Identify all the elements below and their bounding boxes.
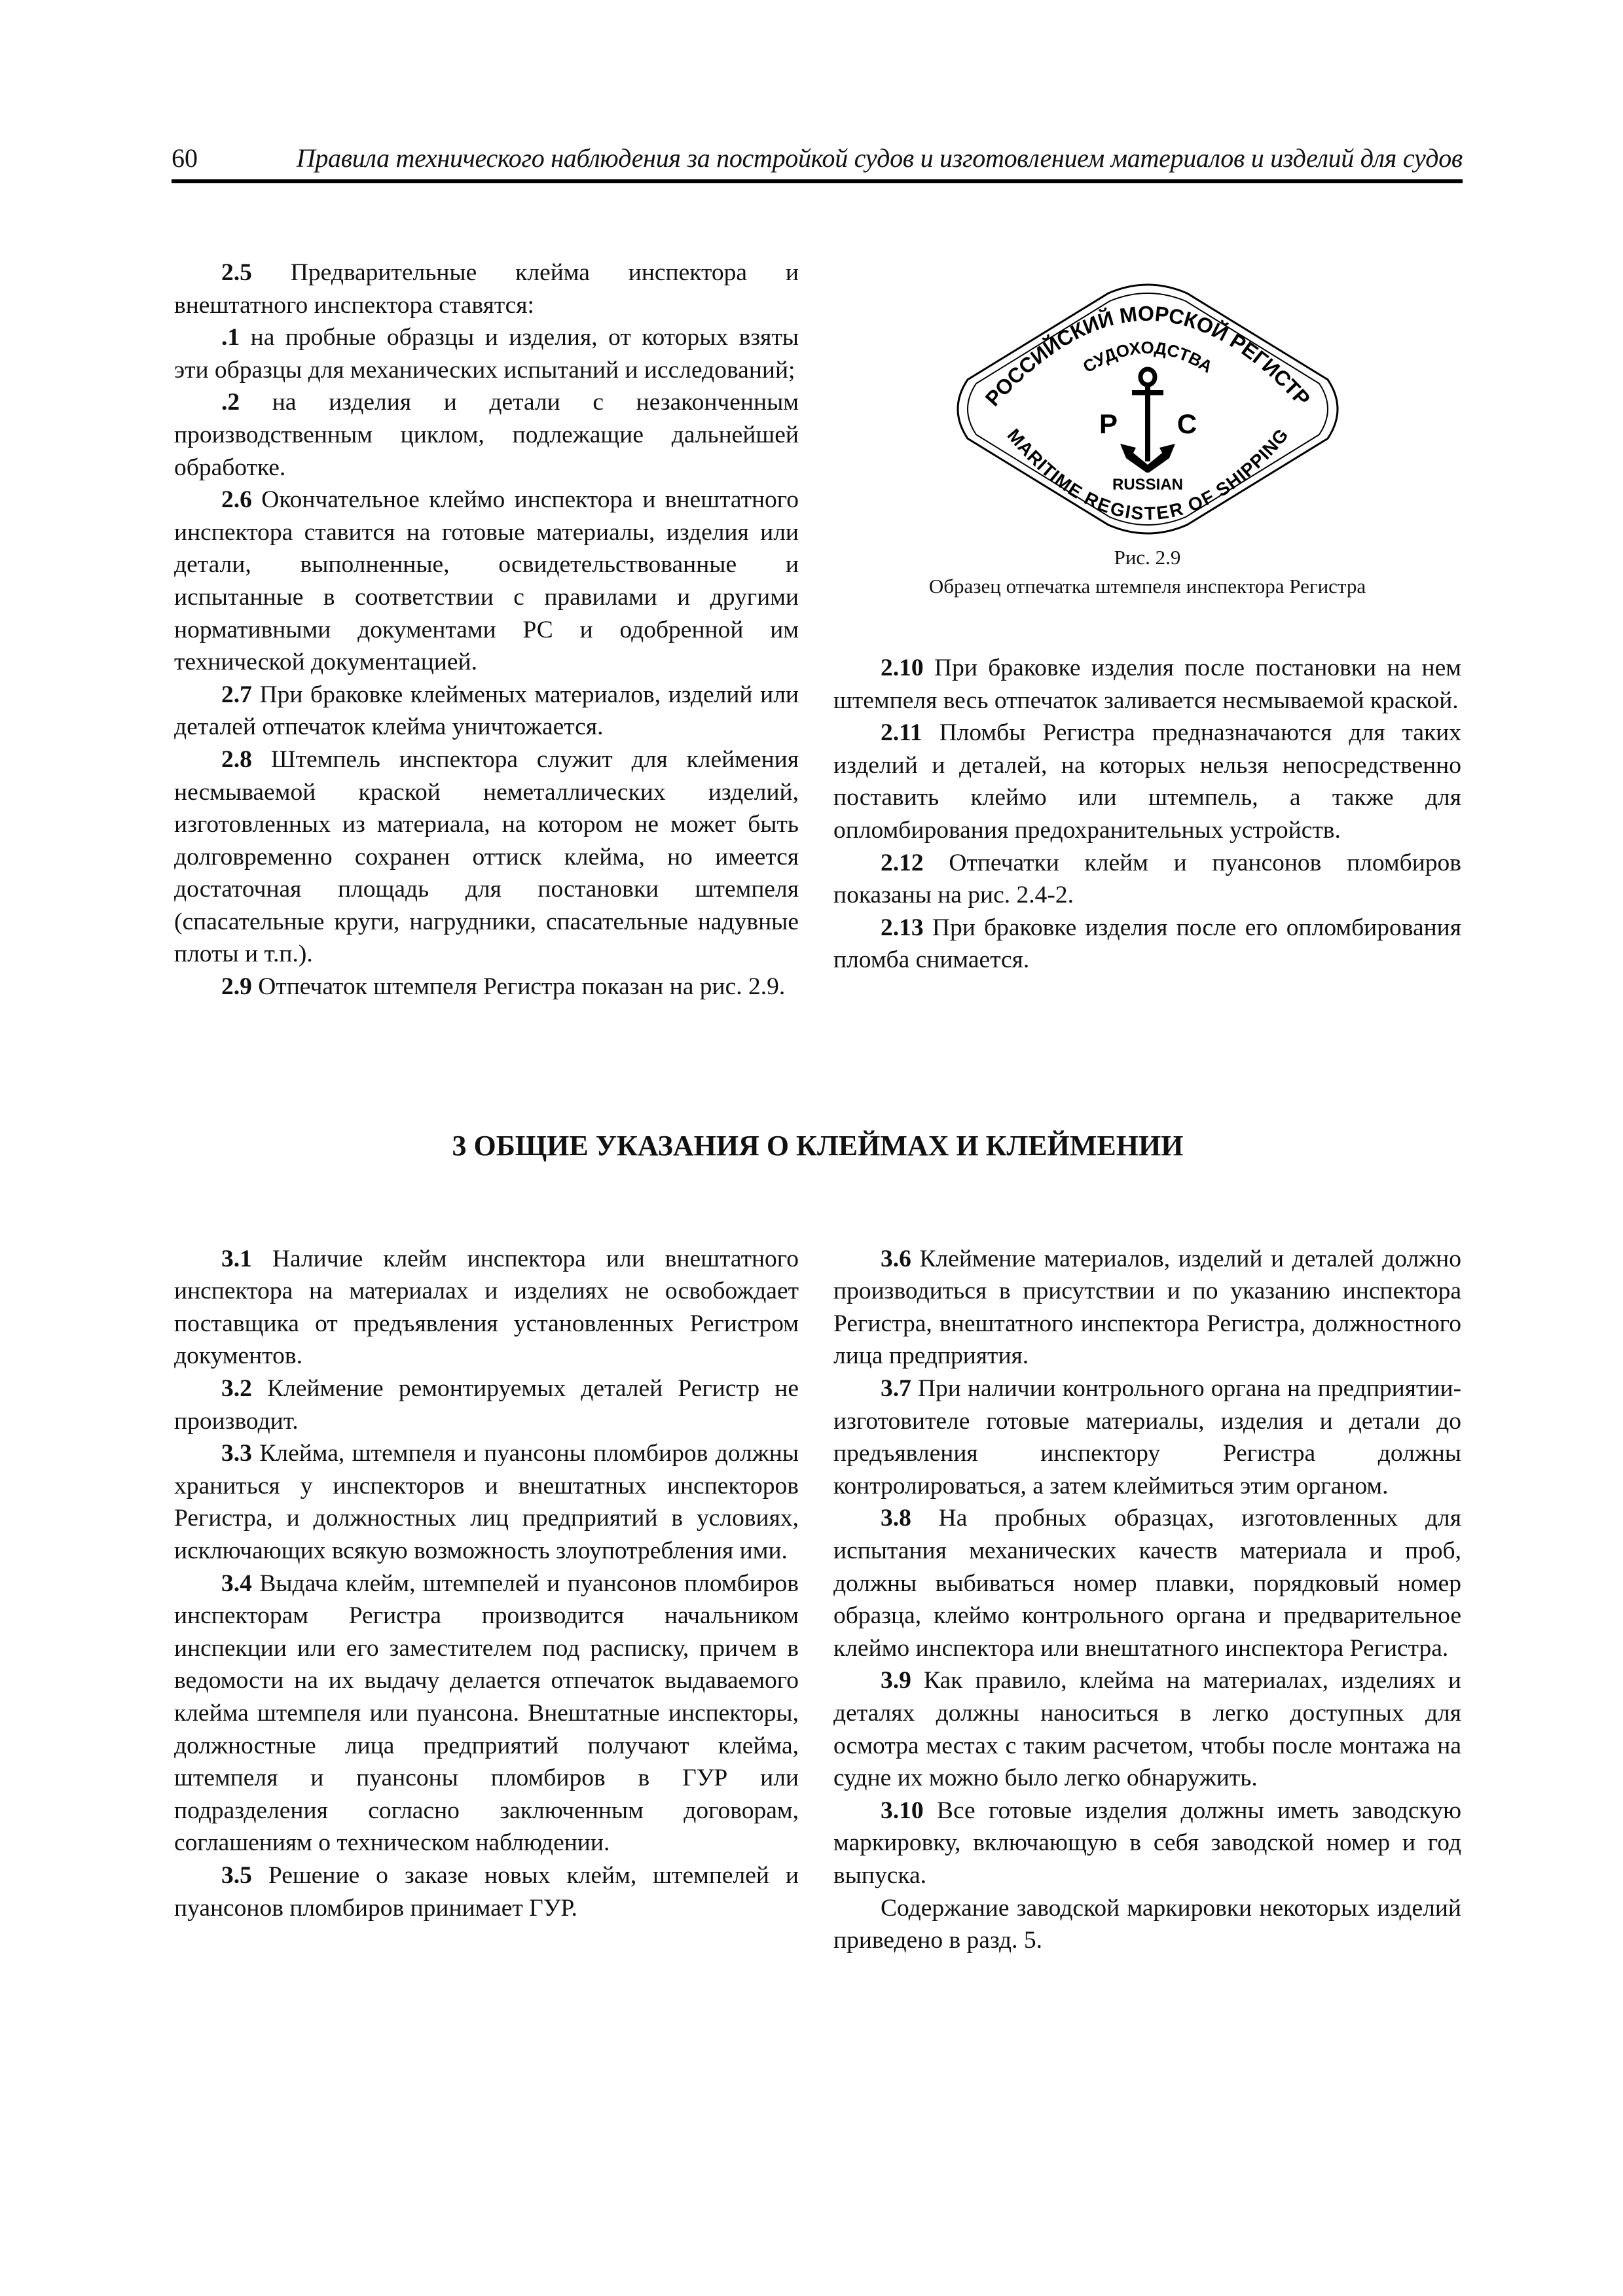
clause-number: 3.1 [221,1245,252,1272]
paragraph-text: При браковке клейменых материалов, изделий или деталей отпечаток клейма уничтожается. [174,681,799,741]
paragraph [833,1795,1461,1892]
paragraph [833,1243,1461,1372]
paragraph [174,386,799,484]
paragraph-text: На пробных образцах, изготовленных для испытания механических качеств материала и проб, должны выбиваться номер плавки, порядковый номер образца, клеймо контрольного органа и предварительное клеймо инспектора или внештатного инспектора Регистра. [833,1505,1461,1662]
clause-number: 2.8 [221,745,252,773]
paragraph [833,1664,1461,1794]
page-body [174,257,1461,1957]
clause-number: 3.8 [881,1505,911,1532]
paragraph-text: Как правило, клейма на материалах, изделиях и деталях должны наноситься в легко доступных для осмотра местах с таким расчетом, чтобы после монтажа на судне их можно было легко обнаружить. [833,1667,1461,1792]
section-2-left-column [174,257,799,1003]
stamp-letter-right: С [1176,408,1197,439]
clause-number: 2.13 [881,914,924,941]
clause-number: 2.5 [221,259,252,286]
paragraph [174,321,799,386]
paragraph-text: Предварительные клейма инспектора и внештатного инспектора ставятся: [174,259,799,319]
paragraph [174,1243,799,1372]
stamp-top-arc: РОССИЙСКИЙ МОРСКОЙ РЕГИСТР [980,301,1315,411]
clause-number: 2.7 [221,681,252,708]
clause-number: 2.9 [221,973,252,1001]
paragraph-text: Штемпель инспектора служит для клеймения несмываемой краской неметаллических изделий, изготовленных из материала, на котором не может быть долговременно сохранен оттиск клейма, но имеется достаточная площадь для постановки штемпеля (спасательные круги, нагрудники, спасательные надувные плоты и т.п.). [174,745,799,968]
paragraph [833,912,1461,977]
paragraph [174,679,799,744]
header-rule [172,179,1463,183]
running-title: Правила технического наблюдения за постройкой судов и изготовлением материалов и изделий для судов [296,143,1463,173]
figure-2-9 [833,257,1461,601]
paragraph-text: Все готовые изделия должны иметь заводскую маркировку, включающую в себя заводской номер и год выпуска. [833,1797,1461,1889]
clause-number: 3.4 [221,1570,252,1597]
paragraph-text: на пробные образцы и изделия, от которых взяты эти образцы для механических испытаний и исследований; [174,324,799,384]
section-3-left-column [174,1243,799,1924]
section-2 [174,257,1461,1003]
paragraph-text: При браковке изделия после постановки на нем штемпеля весь отпечаток заливается несмываемой краской. [833,655,1461,714]
stamp-bottom-inner: RUSSIAN [1112,476,1183,493]
clause-number: 2.12 [881,849,924,876]
section-3-right-column [833,1243,1461,1957]
paragraph [174,1437,799,1567]
clause-number: .2 [221,389,240,416]
paragraph-text: Отпечаток штемпеля Регистра показан на рис. 2.9. [251,973,786,1001]
paragraph [833,1372,1461,1502]
paragraph [174,971,799,1003]
paragraph-text: Пломбы Регистра предназначаются для таких изделий и деталей, на которых нельзя непосредственно поставить клеймо или штемпель, а также для опломбирования предохранительных устройств. [833,719,1461,844]
paragraph [833,1892,1461,1957]
figure-caption: Образец отпечатка штемпеля инспектора Регистра [928,575,1366,598]
paragraph [174,257,799,321]
paragraph-text: Клеймение материалов, изделий и деталей должно производиться в присутствии и по указанию инспектора Регистра, внештатного инспектора Регистра, должностного лица предприятия. [833,1245,1461,1370]
paragraph [174,1859,799,1924]
clause-number: 3.10 [881,1797,924,1824]
section-3 [174,1243,1461,1957]
section-2-right-column [833,257,1461,977]
page-header [172,143,1463,183]
clause-number: 3.7 [881,1375,911,1403]
clause-number: 3.9 [881,1667,911,1695]
paragraph [174,484,799,679]
paragraph [174,744,799,971]
register-stamp-image [945,281,1351,537]
paragraph-text: Наличие клейм инспектора или внештатного инспектора на материалах и изделиях не освобождает поставщика от предъявления установленных Регистром документов. [174,1245,799,1370]
paragraph-text: Содержание заводской маркировки некоторых изделий приведено в разд. 5. [833,1894,1461,1954]
stamp-top-inner: СУДОХОДСТВА [1079,337,1216,377]
clause-number: 3.5 [221,1861,252,1889]
clause-number: 2.11 [881,719,922,747]
paragraph-text: Выдача клейм, штемпелей и пуансонов пломбиров инспекторам Регистра производится начальником инспекции или его заместителем под расписку, причем в ведомости на их выдачу делается отпечаток выдаваемого клейма штемпеля или пуансона. Внештатные инспекторы, должностные лица предприятий получают клейма, штемпеля и пуансоны пломбиров в ГУР или подразделения согласно заключенным договорам, соглашениям о техническом наблюдении. [174,1570,799,1857]
paragraph-text: Клеймение ремонтируемых деталей Регистр не производит. [174,1375,799,1435]
clause-number: .1 [221,324,240,351]
stamp-bottom-arc: MARITIME REGISTER OF SHIPPING [1003,425,1292,524]
figure-label: Рис. 2.9 [1114,546,1181,569]
paragraph [833,652,1461,717]
paragraph-text: Решение о заказе новых клейм, штемпелей и пуансонов пломбиров принимает ГУР. [174,1861,799,1922]
paragraph [174,1372,799,1437]
clause-number: 3.3 [221,1440,252,1467]
paragraph-text: При браковке изделия после его опломбирования пломба снимается. [833,914,1461,974]
clause-number: 3.2 [221,1375,252,1403]
paragraph-text: Клейма, штемпеля и пуансоны пломбиров должны храниться у инспекторов и внештатных инспекторов Регистра, и должностных лиц предприятий в условиях, исключающих всякую возможность злоупотребления ими. [174,1440,799,1564]
anchor-icon [1120,369,1175,473]
paragraph-text: Отпечатки клейм и пуансонов пломбиров показаны на рис. 2.4-2. [833,849,1461,909]
section-2-right-text [833,652,1461,977]
clause-number: 2.10 [881,655,924,681]
stamp-letter-left: Р [1099,408,1118,439]
paragraph [833,717,1461,846]
page-number: 60 [172,143,198,173]
clause-number: 2.6 [221,486,252,514]
paragraph [174,1568,799,1859]
paragraph-text: на изделия и детали с незаконченным производственным циклом, подлежащие дальнейшей обработке. [174,389,799,481]
paragraph [833,1502,1461,1664]
clause-number: 3.6 [881,1245,911,1272]
paragraph [833,847,1461,912]
paragraph-text: При наличии контрольного органа на предприятии-изготовителе готовые материалы, изделия и детали до предъявления инспектору Регистра должны контролироваться, а затем клеймиться этим органом. [833,1375,1461,1499]
paragraph-text: Окончательное клеймо инспектора и внештатного инспектора ставится на готовые материалы, изделия или детали, выполненные, освидетельствованные и испытанные в соответствии с правилами и другими нормативными документами РС и одобренной им технической документацией. [174,486,799,676]
section-3-heading: 3 ОБЩИЕ УКАЗАНИЯ О КЛЕЙМАХ И КЛЕЙМЕНИИ [452,1129,1184,1162]
